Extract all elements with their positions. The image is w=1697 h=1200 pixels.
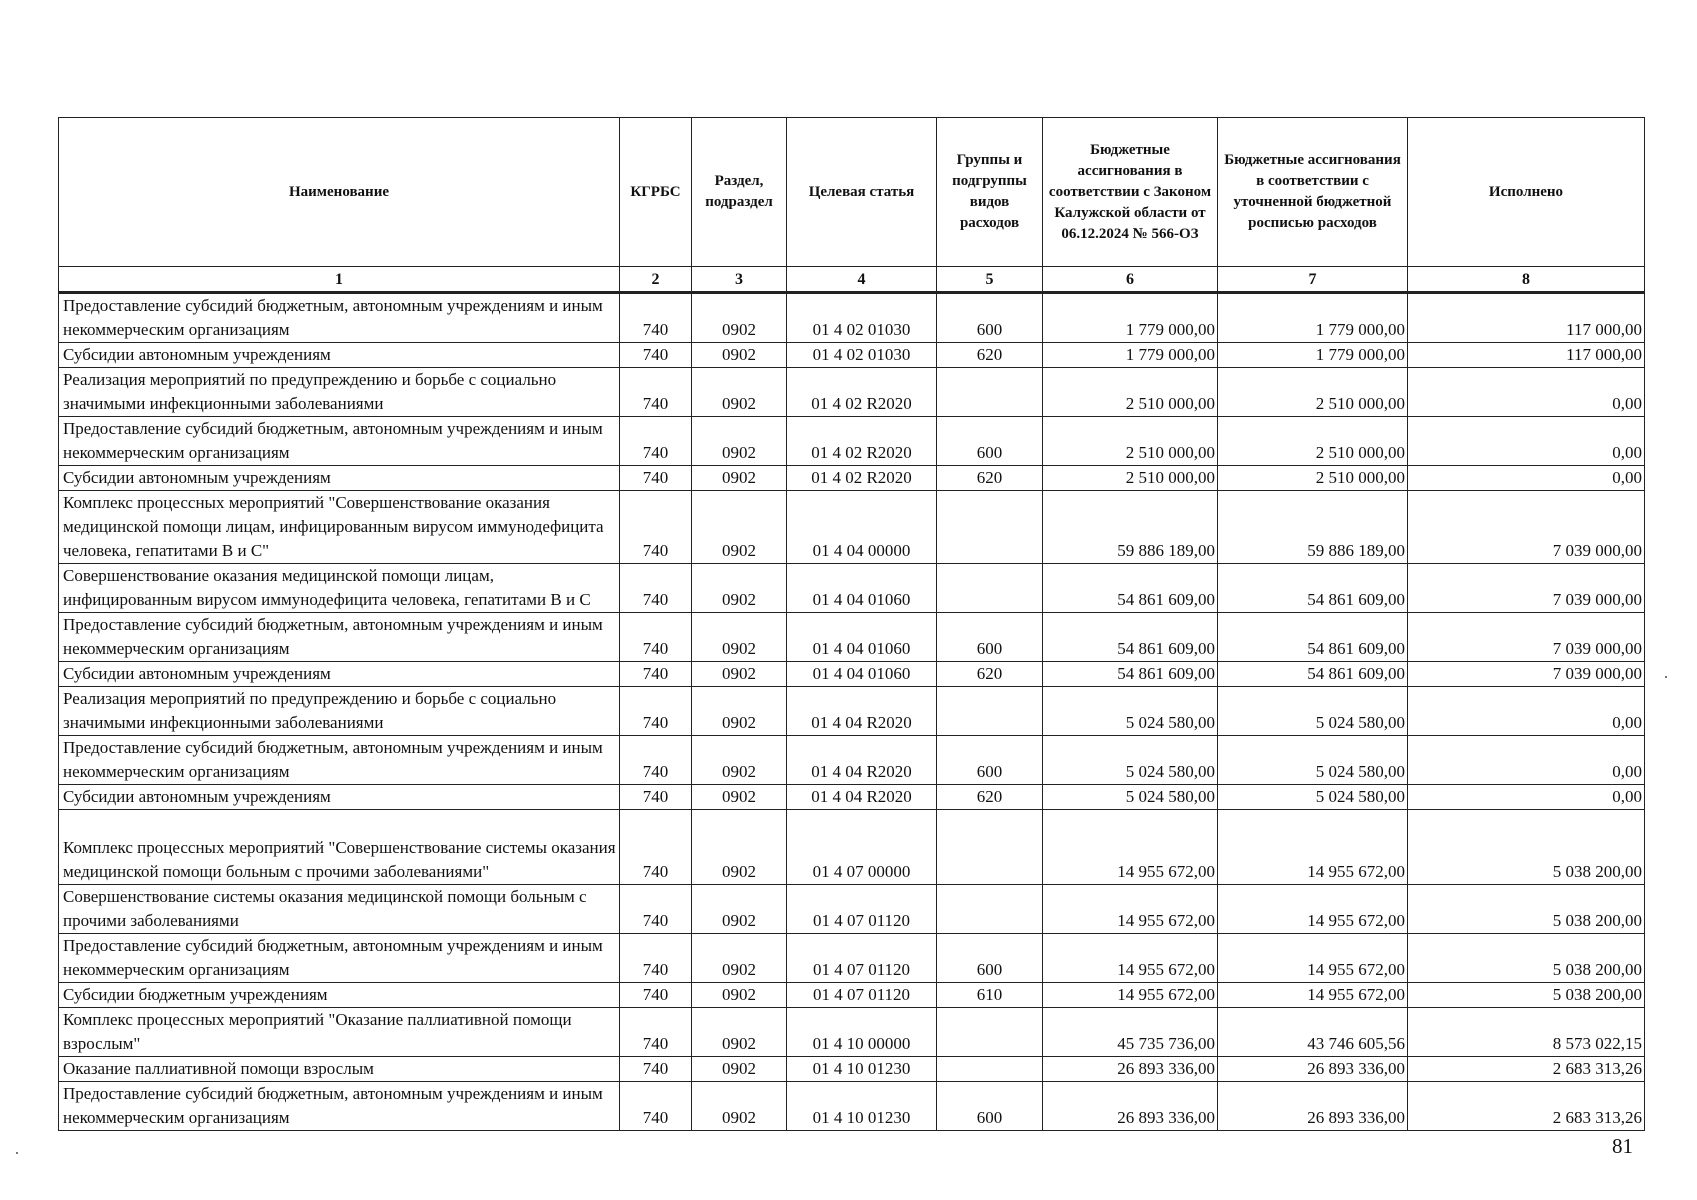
row-executed-amount: 0,00 bbox=[1408, 687, 1645, 736]
scan-speck bbox=[1665, 676, 1667, 678]
table-row bbox=[59, 343, 1645, 368]
row-name: Предоставление субсидий бюджетным, автономным учреждениям и иным некоммерческим организациям bbox=[59, 736, 620, 785]
column-number: 5 bbox=[937, 267, 1043, 293]
row-name: Комплекс процессных мероприятий "Оказание паллиативной помощи взрослым" bbox=[59, 1008, 620, 1057]
column-number: 6 bbox=[1043, 267, 1218, 293]
row-name: Предоставление субсидий бюджетным, автономным учреждениям и иным некоммерческим организациям bbox=[59, 613, 620, 662]
row-group: 620 bbox=[937, 466, 1043, 491]
row-kgrbs: 740 bbox=[620, 687, 692, 736]
row-target: 01 4 02 R2020 bbox=[787, 417, 937, 466]
column-number: 4 bbox=[787, 267, 937, 293]
row-law-amount: 26 893 336,00 bbox=[1043, 1082, 1218, 1131]
row-name: Предоставление субсидий бюджетным, автономным учреждениям и иным некоммерческим организациям bbox=[59, 1082, 620, 1131]
row-law-amount: 5 024 580,00 bbox=[1043, 736, 1218, 785]
row-kgrbs: 740 bbox=[620, 564, 692, 613]
row-law-amount: 2 510 000,00 bbox=[1043, 417, 1218, 466]
header-law-allocations: Бюджетные ассигнования в соответствии с Законом Калужской области от 06.12.2024 № 566-ОЗ bbox=[1043, 118, 1218, 267]
row-section: 0902 bbox=[692, 466, 787, 491]
column-number: 2 bbox=[620, 267, 692, 293]
table-row bbox=[59, 785, 1645, 810]
row-section: 0902 bbox=[692, 934, 787, 983]
row-kgrbs: 740 bbox=[620, 1082, 692, 1131]
table-row bbox=[59, 466, 1645, 491]
row-executed-amount: 7 039 000,00 bbox=[1408, 564, 1645, 613]
row-group: 600 bbox=[937, 613, 1043, 662]
table-row bbox=[59, 368, 1645, 417]
table-row bbox=[59, 810, 1645, 885]
row-target: 01 4 04 01060 bbox=[787, 613, 937, 662]
row-section: 0902 bbox=[692, 1057, 787, 1082]
row-kgrbs: 740 bbox=[620, 343, 692, 368]
row-law-amount: 14 955 672,00 bbox=[1043, 983, 1218, 1008]
row-refined-amount: 5 024 580,00 bbox=[1218, 687, 1408, 736]
row-kgrbs: 740 bbox=[620, 934, 692, 983]
row-executed-amount: 5 038 200,00 bbox=[1408, 983, 1645, 1008]
table-row bbox=[59, 564, 1645, 613]
row-refined-amount: 5 024 580,00 bbox=[1218, 785, 1408, 810]
row-executed-amount: 117 000,00 bbox=[1408, 343, 1645, 368]
row-name: Комплекс процессных мероприятий "Совершенствование оказания медицинской помощи лицам, инфицированным вирусом иммунодефицита человека, гепатитами В и С" bbox=[59, 491, 620, 564]
row-refined-amount: 54 861 609,00 bbox=[1218, 613, 1408, 662]
row-target: 01 4 07 00000 bbox=[787, 810, 937, 885]
row-executed-amount: 5 038 200,00 bbox=[1408, 885, 1645, 934]
row-refined-amount: 26 893 336,00 bbox=[1218, 1082, 1408, 1131]
row-law-amount: 2 510 000,00 bbox=[1043, 466, 1218, 491]
table-row bbox=[59, 613, 1645, 662]
row-refined-amount: 54 861 609,00 bbox=[1218, 564, 1408, 613]
row-kgrbs: 740 bbox=[620, 491, 692, 564]
row-target: 01 4 02 01030 bbox=[787, 293, 937, 343]
row-executed-amount: 2 683 313,26 bbox=[1408, 1082, 1645, 1131]
row-kgrbs: 740 bbox=[620, 810, 692, 885]
column-number: 7 bbox=[1218, 267, 1408, 293]
row-law-amount: 59 886 189,00 bbox=[1043, 491, 1218, 564]
row-law-amount: 45 735 736,00 bbox=[1043, 1008, 1218, 1057]
row-target: 01 4 04 R2020 bbox=[787, 785, 937, 810]
row-group: 600 bbox=[937, 293, 1043, 343]
table-row bbox=[59, 417, 1645, 466]
table-row bbox=[59, 983, 1645, 1008]
row-section: 0902 bbox=[692, 785, 787, 810]
table-row bbox=[59, 1082, 1645, 1131]
row-law-amount: 14 955 672,00 bbox=[1043, 885, 1218, 934]
row-executed-amount: 0,00 bbox=[1408, 417, 1645, 466]
header-name: Наименование bbox=[59, 118, 620, 267]
row-name: Комплекс процессных мероприятий "Совершенствование системы оказания медицинской помощи больным с прочими заболеваниями" bbox=[59, 810, 620, 885]
header-section: Раздел, подраздел bbox=[692, 118, 787, 267]
table-row bbox=[59, 687, 1645, 736]
row-target: 01 4 10 01230 bbox=[787, 1082, 937, 1131]
row-group bbox=[937, 810, 1043, 885]
row-kgrbs: 740 bbox=[620, 1008, 692, 1057]
row-group: 620 bbox=[937, 785, 1043, 810]
row-target: 01 4 04 R2020 bbox=[787, 736, 937, 785]
row-executed-amount: 8 573 022,15 bbox=[1408, 1008, 1645, 1057]
row-executed-amount: 7 039 000,00 bbox=[1408, 491, 1645, 564]
header-expense-groups: Группы и подгруппы видов расходов bbox=[937, 118, 1043, 267]
row-refined-amount: 26 893 336,00 bbox=[1218, 1057, 1408, 1082]
row-target: 01 4 04 01060 bbox=[787, 662, 937, 687]
row-section: 0902 bbox=[692, 368, 787, 417]
row-group: 600 bbox=[937, 1082, 1043, 1131]
header-target-article: Целевая статья bbox=[787, 118, 937, 267]
row-target: 01 4 07 01120 bbox=[787, 934, 937, 983]
row-refined-amount: 1 779 000,00 bbox=[1218, 343, 1408, 368]
row-section: 0902 bbox=[692, 1082, 787, 1131]
row-target: 01 4 04 R2020 bbox=[787, 687, 937, 736]
row-executed-amount: 0,00 bbox=[1408, 466, 1645, 491]
row-executed-amount: 0,00 bbox=[1408, 736, 1645, 785]
row-kgrbs: 740 bbox=[620, 293, 692, 343]
row-section: 0902 bbox=[692, 564, 787, 613]
row-name: Реализация мероприятий по предупреждению и борьбе с социально значимыми инфекционными заболеваниями bbox=[59, 368, 620, 417]
row-section: 0902 bbox=[692, 1008, 787, 1057]
table-row bbox=[59, 1008, 1645, 1057]
row-name: Реализация мероприятий по предупреждению и борьбе с социально значимыми инфекционными заболеваниями bbox=[59, 687, 620, 736]
row-target: 01 4 10 00000 bbox=[787, 1008, 937, 1057]
row-refined-amount: 1 779 000,00 bbox=[1218, 293, 1408, 343]
row-refined-amount: 14 955 672,00 bbox=[1218, 934, 1408, 983]
row-group bbox=[937, 885, 1043, 934]
row-name: Субсидии автономным учреждениям bbox=[59, 662, 620, 687]
table-row bbox=[59, 1057, 1645, 1082]
row-executed-amount: 2 683 313,26 bbox=[1408, 1057, 1645, 1082]
column-number-row bbox=[59, 267, 1645, 293]
row-kgrbs: 740 bbox=[620, 885, 692, 934]
row-executed-amount: 7 039 000,00 bbox=[1408, 662, 1645, 687]
table-row bbox=[59, 293, 1645, 343]
row-kgrbs: 740 bbox=[620, 736, 692, 785]
row-target: 01 4 07 01120 bbox=[787, 983, 937, 1008]
row-target: 01 4 10 01230 bbox=[787, 1057, 937, 1082]
row-law-amount: 5 024 580,00 bbox=[1043, 687, 1218, 736]
row-group: 610 bbox=[937, 983, 1043, 1008]
row-name: Совершенствование системы оказания медицинской помощи больным с прочими заболеваниями bbox=[59, 885, 620, 934]
row-law-amount: 2 510 000,00 bbox=[1043, 368, 1218, 417]
row-refined-amount: 2 510 000,00 bbox=[1218, 368, 1408, 417]
row-section: 0902 bbox=[692, 417, 787, 466]
row-kgrbs: 740 bbox=[620, 1057, 692, 1082]
row-name: Совершенствование оказания медицинской помощи лицам, инфицированным вирусом иммунодефицита человека, гепатитами В и С bbox=[59, 564, 620, 613]
row-kgrbs: 740 bbox=[620, 983, 692, 1008]
row-section: 0902 bbox=[692, 491, 787, 564]
scan-speck bbox=[16, 1152, 18, 1154]
row-target: 01 4 04 01060 bbox=[787, 564, 937, 613]
row-name: Субсидии автономным учреждениям bbox=[59, 466, 620, 491]
header-executed: Исполнено bbox=[1408, 118, 1645, 267]
row-name: Предоставление субсидий бюджетным, автономным учреждениям и иным некоммерческим организациям bbox=[59, 293, 620, 343]
page-number: 81 bbox=[1612, 1134, 1633, 1158]
row-group bbox=[937, 1057, 1043, 1082]
row-group: 600 bbox=[937, 934, 1043, 983]
row-section: 0902 bbox=[692, 983, 787, 1008]
row-section: 0902 bbox=[692, 613, 787, 662]
row-law-amount: 1 779 000,00 bbox=[1043, 343, 1218, 368]
row-kgrbs: 740 bbox=[620, 785, 692, 810]
row-kgrbs: 740 bbox=[620, 417, 692, 466]
row-section: 0902 bbox=[692, 736, 787, 785]
row-group bbox=[937, 368, 1043, 417]
row-group bbox=[937, 564, 1043, 613]
row-target: 01 4 02 01030 bbox=[787, 343, 937, 368]
row-executed-amount: 7 039 000,00 bbox=[1408, 613, 1645, 662]
row-group: 620 bbox=[937, 343, 1043, 368]
column-number: 8 bbox=[1408, 267, 1645, 293]
row-kgrbs: 740 bbox=[620, 613, 692, 662]
row-law-amount: 14 955 672,00 bbox=[1043, 934, 1218, 983]
row-refined-amount: 2 510 000,00 bbox=[1218, 466, 1408, 491]
row-kgrbs: 740 bbox=[620, 466, 692, 491]
row-section: 0902 bbox=[692, 293, 787, 343]
table-row bbox=[59, 491, 1645, 564]
table-row bbox=[59, 934, 1645, 983]
column-number: 3 bbox=[692, 267, 787, 293]
row-law-amount: 5 024 580,00 bbox=[1043, 785, 1218, 810]
row-law-amount: 14 955 672,00 bbox=[1043, 810, 1218, 885]
row-refined-amount: 43 746 605,56 bbox=[1218, 1008, 1408, 1057]
header-refined-allocations: Бюджетные ассигнования в соответствии с уточненной бюджетной росписью расходов bbox=[1218, 118, 1408, 267]
row-target: 01 4 02 R2020 bbox=[787, 466, 937, 491]
row-refined-amount: 54 861 609,00 bbox=[1218, 662, 1408, 687]
row-group bbox=[937, 491, 1043, 564]
table-header-row bbox=[59, 118, 1645, 267]
row-name: Предоставление субсидий бюджетным, автономным учреждениям и иным некоммерческим организациям bbox=[59, 417, 620, 466]
header-kgrbs: КГРБС bbox=[620, 118, 692, 267]
row-law-amount: 1 779 000,00 bbox=[1043, 293, 1218, 343]
table-row bbox=[59, 736, 1645, 785]
row-section: 0902 bbox=[692, 343, 787, 368]
column-number: 1 bbox=[59, 267, 620, 293]
row-refined-amount: 14 955 672,00 bbox=[1218, 983, 1408, 1008]
table-body bbox=[59, 293, 1645, 1131]
row-law-amount: 54 861 609,00 bbox=[1043, 662, 1218, 687]
row-section: 0902 bbox=[692, 885, 787, 934]
row-executed-amount: 0,00 bbox=[1408, 785, 1645, 810]
row-group bbox=[937, 687, 1043, 736]
row-section: 0902 bbox=[692, 662, 787, 687]
row-target: 01 4 02 R2020 bbox=[787, 368, 937, 417]
row-executed-amount: 117 000,00 bbox=[1408, 293, 1645, 343]
budget-execution-table bbox=[58, 117, 1645, 1131]
row-refined-amount: 14 955 672,00 bbox=[1218, 885, 1408, 934]
table-row bbox=[59, 885, 1645, 934]
row-kgrbs: 740 bbox=[620, 368, 692, 417]
row-refined-amount: 59 886 189,00 bbox=[1218, 491, 1408, 564]
row-executed-amount: 5 038 200,00 bbox=[1408, 934, 1645, 983]
row-section: 0902 bbox=[692, 687, 787, 736]
row-kgrbs: 740 bbox=[620, 662, 692, 687]
row-refined-amount: 2 510 000,00 bbox=[1218, 417, 1408, 466]
row-name: Предоставление субсидий бюджетным, автономным учреждениям и иным некоммерческим организациям bbox=[59, 934, 620, 983]
row-section: 0902 bbox=[692, 810, 787, 885]
row-name: Субсидии автономным учреждениям bbox=[59, 343, 620, 368]
row-law-amount: 54 861 609,00 bbox=[1043, 613, 1218, 662]
row-law-amount: 54 861 609,00 bbox=[1043, 564, 1218, 613]
row-name: Субсидии автономным учреждениям bbox=[59, 785, 620, 810]
row-refined-amount: 5 024 580,00 bbox=[1218, 736, 1408, 785]
row-executed-amount: 0,00 bbox=[1408, 368, 1645, 417]
row-refined-amount: 14 955 672,00 bbox=[1218, 810, 1408, 885]
row-group: 620 bbox=[937, 662, 1043, 687]
row-target: 01 4 07 01120 bbox=[787, 885, 937, 934]
row-law-amount: 26 893 336,00 bbox=[1043, 1057, 1218, 1082]
row-executed-amount: 5 038 200,00 bbox=[1408, 810, 1645, 885]
row-name: Оказание паллиативной помощи взрослым bbox=[59, 1057, 620, 1082]
row-target: 01 4 04 00000 bbox=[787, 491, 937, 564]
row-group: 600 bbox=[937, 736, 1043, 785]
row-name: Субсидии бюджетным учреждениям bbox=[59, 983, 620, 1008]
table-row bbox=[59, 662, 1645, 687]
budget-table-sheet bbox=[58, 117, 1644, 1131]
row-group bbox=[937, 1008, 1043, 1057]
row-group: 600 bbox=[937, 417, 1043, 466]
